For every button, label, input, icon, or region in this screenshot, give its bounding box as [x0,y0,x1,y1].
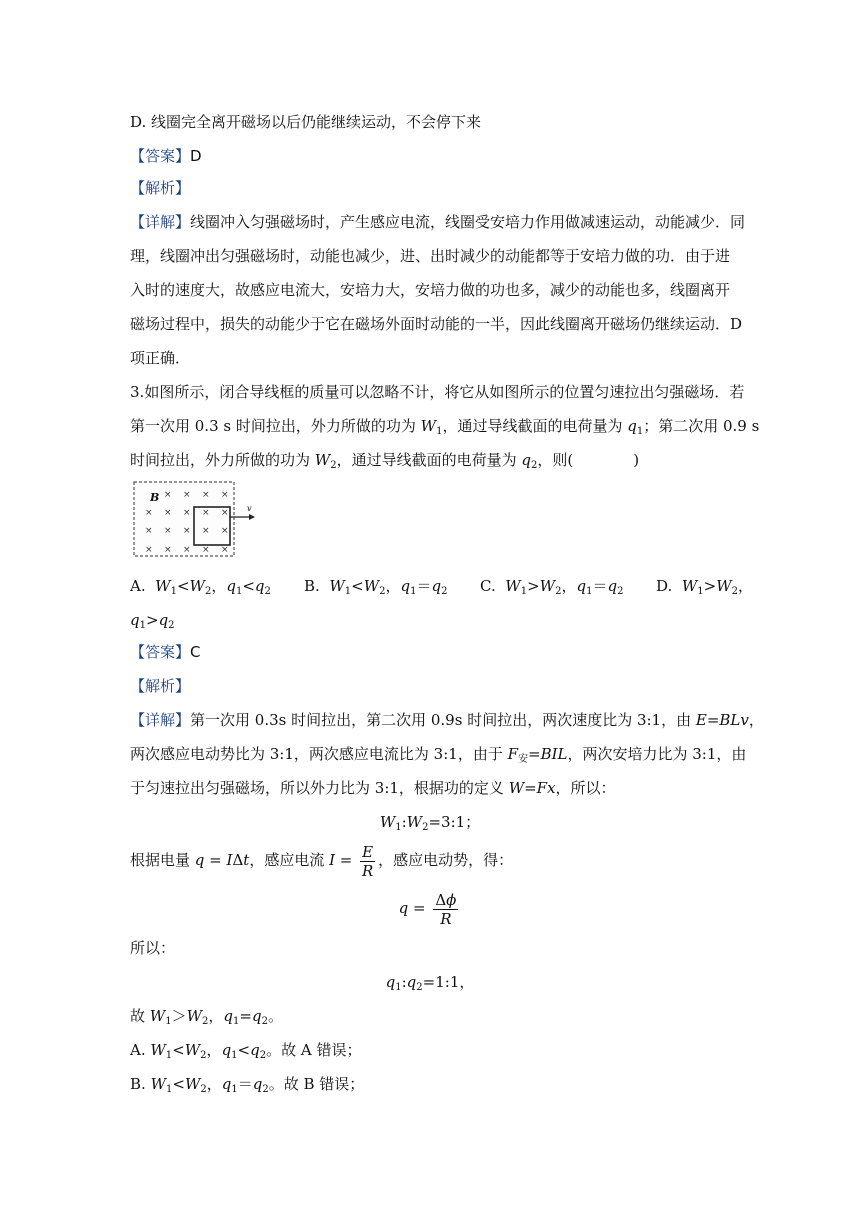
field-cross-mark: × [221,490,229,500]
q2-detail-line-5: 项正确． [130,349,191,367]
conclusion-end: 。 [267,1007,283,1025]
analysis-option-b: B. $W_1<W_2$，$q_1=q_2$。故 B 错误； [130,1075,365,1095]
field-label-b: B [150,491,160,504]
field-cross-mark: × [164,545,172,555]
conclusion-eq: = [239,1007,252,1025]
conclusion-line: 故 $W_1>W_2$，$q_1=q_2$。 [130,1007,283,1027]
analysis-a-prefix: A. [130,1041,151,1059]
q2-detail-text-1: 线圈冲入匀强磁场时，产生感应电流，线圈受安培力作用做减速运动，动能减少．同 [190,213,746,231]
field-cross-mark: × [164,508,172,518]
q3-detail-text-3a: 于匀速拉出匀强磁场，所以外力比为 3:1，根据功的定义 [130,779,509,797]
option-a-w-rel: < [176,577,190,595]
q3-number: 3. [130,383,145,401]
option-d[interactable]: D. $W_1>W_2$， [656,577,753,597]
q3-answer-row [130,642,201,662]
q3-detail-text-1a: 第一次用 0.3s 时间拉出，第二次用 0.9s 时间拉出，两次速度比为 3:1，由 [190,711,696,729]
q3-detail-text-2a: 两次感应电动势比为 3:1，两次感应电流比为 3:1，由于 [130,745,508,763]
option-b-label: B. [304,577,320,595]
fraction-e-over-r: $\frac{E}{R}$ [361,842,374,880]
q3-stem-line-2: 第一次用 0.3 s 时间拉出，外力所做的功为 $W_1$，通过导线截面的电荷量为 $q_1$；第二次用 0.9 s [130,417,760,437]
formula-q-delta-phi: q = $\frac{\Delta\phi}{R}$ [398,890,457,928]
q3-detail-line-2 [130,744,746,764]
fraction-dphi-over-r: $\frac{\Delta\phi}{R}$ [435,890,457,928]
q3-detail-text-1c: ， [748,711,764,729]
field-cross-mark: × [164,490,172,500]
q3-answer-value: C [190,643,201,661]
option-d-w-rel: > [703,577,717,595]
option-a-q-rel: < [242,577,255,595]
q3-stem-line-3: 时间拉出，外力所做的功为 $W_2$，通过导线截面的电荷量为 $q_2$，则( ) [130,451,640,471]
prev-option-d: D. 线圈完全离开磁场以后仍能继续运动，不会停下来 [130,113,482,131]
option-b-q-rel: ＝ [416,577,432,595]
charge-text-a: 根据电量 [130,851,195,869]
q2-answer-value: D [190,147,202,165]
field-cross-mark: × [221,508,229,518]
ratio-colon: : [401,813,407,831]
field-cross-mark: × [221,526,229,536]
q3-detail-text-3c: ，所以： [555,779,616,797]
field-cross-mark: × [202,545,210,555]
field-cross-mark: × [183,490,191,500]
ratio-w-equation: $W_1:W_2=3:1$； [379,813,481,833]
conclusion-gt: ＞ [171,1007,187,1025]
detail-tag: 【详解】 [130,213,191,231]
field-cross-mark: × [145,545,153,555]
conclusion-sep: ， [208,1007,224,1025]
q3-stem-text-3b: ，通过导线截面的电荷量为 [336,451,522,469]
analysis-b-prefix: B. [130,1075,151,1093]
q3-stem-text-2b: ，通过导线截面的电荷量为 [442,417,628,435]
q3-stem-text-3a: 时间拉出，外力所做的功为 [130,451,315,469]
magnetic-field-figure [130,480,260,560]
q3-detail-line-1 [130,710,764,730]
option-d-q-rel: > [145,611,159,629]
ratio-q-equation: $q_1:q_2=1:1$， [385,973,475,993]
option-a[interactable]: A. $W_1<W_2$，$q_1<q_2$ [130,577,271,597]
option-b[interactable]: B. $W_1<W_2$，$q_1=q_2$ [304,577,448,597]
analysis-b-w-rel: < [172,1075,185,1093]
q2-detail-line-3: 入时的速度大，故感应电流大，安培力大，安培力做的功也多，减少的动能也多，线圈离开 [130,281,731,299]
q3-stem-line-1 [130,382,744,402]
formula-e-blv: E=BLv [695,711,749,729]
option-a-label: A. [130,577,146,595]
analysis-b-suffix: 。故 B 错误； [268,1075,365,1093]
option-d-label: D. [656,577,673,595]
field-cross-mark: × [202,526,210,536]
q3-stem-text-3c: ，则( ) [537,451,640,469]
option-c[interactable]: C. $W_1>W_2$，$q_1=q_2$ [480,577,624,597]
q2-detail-line-2: 理，线圈冲出匀强磁场时，动能也减少，进、出时减少的动能都等于安培力做的功．由于进 [130,247,731,265]
q3-detail-text-2d: ，两次安培力比为 3:1，由 [567,745,747,763]
charge-text-c: ，感应电动势，得： [378,851,514,869]
field-cross-mark: × [183,545,191,555]
q2-analysis-tag: 【解析】 [130,179,191,197]
answer-tag: 【答案】 [130,643,191,661]
detail-tag: 【详解】 [130,711,191,729]
charge-text-b: ，感应电流 [249,851,330,869]
force-symbol: F [507,745,519,763]
q2-answer-row [130,146,202,166]
formula-bil: =BIL [528,745,568,763]
analysis-a-w-rel: < [172,1041,185,1059]
q2-detail-line-1 [130,212,745,232]
velocity-label: v [247,504,252,513]
conclusion-text-a: 故 [130,1007,150,1025]
field-cross-mark: × [164,526,172,536]
field-cross-mark: × [183,508,191,518]
ratio-w-value: =3:1； [428,813,481,831]
field-cross-mark: × [202,490,210,500]
answer-tag: 【答案】 [130,147,191,165]
analysis-a-q-rel: < [237,1041,251,1059]
q3-stem-text-2c: ；第二次用 0.9 s [643,417,760,435]
formula-w-fx: W=Fx [508,779,556,797]
q3-stem-text-1: 如图所示，闭合导线框的质量可以忽略不计，将它从如图所示的位置匀速拉出匀强磁场．若 [144,383,745,401]
analysis-a-suffix: 。故 A 错误； [266,1041,362,1059]
option-c-w-rel: > [527,577,540,595]
q3-detail-line-3 [130,778,616,798]
analysis-b-q-rel: ＝ [237,1075,253,1093]
option-c-label: C. [480,577,496,595]
so-label: 所以： [130,939,176,957]
q2-detail-line-4: 磁场过程中，损失的动能少于它在磁场外面时动能的一半，因此线圈离开磁场仍继续运动．D [130,315,743,333]
force-subscript: 安 [518,754,529,765]
field-cross-mark: × [202,508,210,518]
analysis-option-a: A. $W_1<W_2$，$q_1<q_2$。故 A 错误； [130,1041,362,1061]
charge-line: 根据电量 q = IΔt，感应电流 I = $\frac{E}{R}$ ，感应电动势，得： [130,842,514,880]
field-cross-mark: × [221,545,229,555]
field-cross-mark: × [145,508,153,518]
q3-stem-text-2a: 第一次用 0.3 s 时间拉出，外力所做的功为 [130,417,421,435]
option-c-q-rel: ＝ [592,577,608,595]
q3-analysis-tag: 【解析】 [130,677,191,695]
field-cross-mark: × [145,526,153,536]
field-cross-mark: × [183,526,191,536]
ratio-q-value: =1:1， [422,973,475,991]
option-d-continued: $q_1>q_2$ [130,611,175,631]
option-b-w-rel: < [351,577,364,595]
ratio-colon: : [401,973,407,991]
